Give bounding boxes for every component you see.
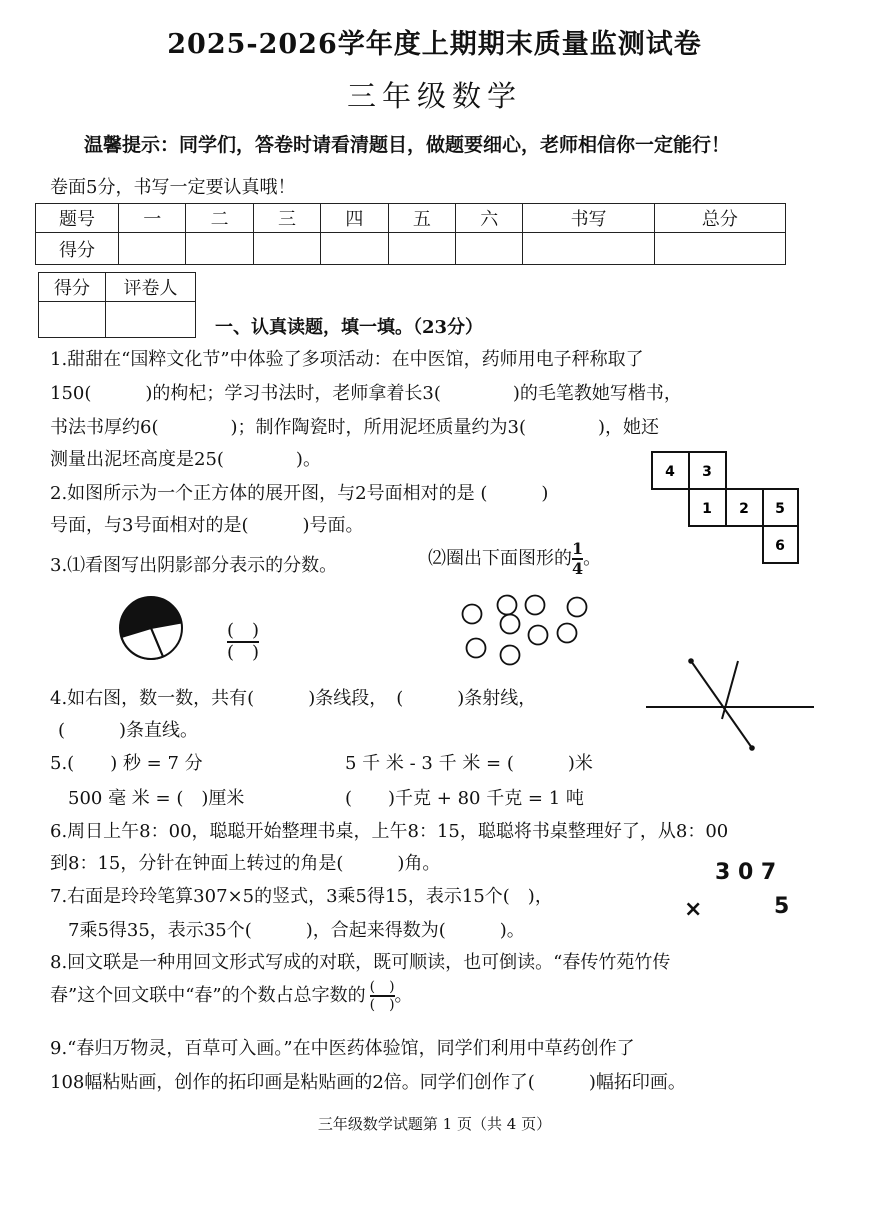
q1-line1: 1.甜甜在“国粹文化节”中体验了多项活动：在中医馆，药师用电子秤称取了 — [50, 349, 644, 370]
score-cell[interactable] — [119, 233, 186, 265]
q3-end: 。 — [583, 548, 602, 569]
row-header-score: 得分 — [36, 233, 119, 265]
score-cell[interactable] — [186, 233, 253, 265]
section1-heading: 一、认真读题，填一填。（23分） — [215, 317, 484, 338]
q8-end: 。 — [394, 985, 413, 1006]
score-cell[interactable] — [456, 233, 523, 265]
frac-denominator-blank: ( ) — [369, 997, 395, 1013]
cube-net-diagram — [650, 448, 800, 566]
col-header: 书写 — [523, 204, 654, 233]
q4-line1: 4.如右图，数一数，共有( )条线段， ( )条射线， — [50, 688, 537, 709]
grader-label: 评卷人 — [106, 273, 196, 302]
score-table — [35, 203, 786, 265]
frac-denominator-blank: ( ) — [227, 642, 260, 663]
shaded-circle-figure — [116, 594, 188, 666]
score-cell[interactable] — [654, 233, 785, 265]
exam-subtitle: 三年级数学 — [346, 79, 522, 113]
exam-title: 2025-2026学年度上期期末质量监测试卷 — [167, 29, 702, 60]
net-face-label: 3 — [702, 464, 712, 480]
frac-numerator-blank: ( ) — [227, 620, 260, 641]
q5-c: 500 毫 米 = ( )厘米 — [68, 788, 245, 809]
q1-line4: 测量出泥坯高度是25( )。 — [50, 449, 321, 470]
lines-figure — [642, 655, 818, 755]
tip-text: 温馨提示：同学们，答卷时请看清题目，做题要细心，老师相信你一定能行！ — [84, 134, 731, 156]
net-face-label: 5 — [775, 501, 785, 517]
q8-line2 — [50, 980, 413, 1012]
frac-numerator-blank: ( ) — [369, 979, 395, 995]
col-header: 六 — [456, 204, 523, 233]
frac-numerator: 1 — [572, 539, 584, 558]
q3-answer-fraction[interactable] — [227, 622, 259, 662]
q5-b: 5 千 米 - 3 千 米 = ( )米 — [345, 753, 593, 774]
q7-line1: 7.右面是玲玲笔算307×5的竖式，3乘5得15，表示15个( )， — [50, 886, 553, 907]
col-header: 三 — [253, 204, 320, 233]
score-cell[interactable] — [523, 233, 654, 265]
vertical-calc-multiplier: 5 — [774, 894, 790, 919]
col-header: 二 — [186, 204, 253, 233]
q2-line1: 2.如图所示为一个正方体的展开图，与2号面相对的是 ( ) — [50, 483, 549, 504]
q8-line2-text: 春”这个回文联中“春”的个数占总字数的 — [50, 985, 366, 1006]
grader-box — [38, 272, 196, 338]
col-header: 总分 — [654, 204, 785, 233]
q5-a: 5.( ) 秒 = 7 分 — [50, 753, 203, 774]
score-cell[interactable] — [388, 233, 455, 265]
q3-part2 — [428, 541, 601, 577]
q9-line1: 9.“春归万物灵，百草可入画。”在中医药体验馆，同学们利用中草药创作了 — [50, 1038, 635, 1059]
q4-line2: ( )条直线。 — [58, 720, 199, 741]
grader-score-label: 得分 — [39, 273, 106, 302]
q1-line2: 150( )的枸杞；学习书法时，老师拿着长3( )的毛笔教她写楷书， — [50, 383, 682, 404]
q6-line2: 到8：15，分针在钟面上转过的角是( )角。 — [50, 853, 441, 874]
row-header-question: 题号 — [36, 204, 119, 233]
page-footer: 三年级数学试题第 1 页（共 4 页） — [317, 1115, 552, 1133]
neatness-note: 卷面5分，书写一定要认真哦！ — [50, 177, 296, 198]
col-header: 四 — [321, 204, 388, 233]
q6-line1: 6.周日上午8：00，聪聪开始整理书桌，上午8：15，聪聪将书桌整理好了，从8：00 — [50, 821, 729, 842]
vertical-calc-top: 3 0 7 — [715, 860, 777, 885]
q2-line2: 号面，与3号面相对的是( )号面。 — [50, 515, 364, 536]
q3-part2-text: ⑵圈出下面图形的 — [428, 548, 572, 569]
col-header: 五 — [388, 204, 455, 233]
one-quarter-fraction — [572, 541, 583, 577]
q5-d: ( )千克 + 80 千克 = 1 吨 — [345, 788, 584, 809]
q1-line3: 书法书厚约6( )；制作陶瓷时，所用泥坯质量约为3( )，她还 — [50, 417, 659, 438]
score-cell[interactable] — [253, 233, 320, 265]
q3-part1: 3.⑴看图写出阴影部分表示的分数。 — [50, 555, 338, 576]
grader-score-cell[interactable] — [39, 302, 106, 338]
q9-line2: 108幅粘贴画，创作的拓印画是粘贴画的2倍。同学们创作了( )幅拓印画。 — [50, 1072, 686, 1093]
q8-line1: 8.回文联是一种用回文形式写成的对联，既可顺读，也可倒读。“春传竹苑竹传 — [50, 952, 671, 973]
net-face-label: 4 — [665, 464, 675, 480]
score-cell[interactable] — [321, 233, 388, 265]
frac-denominator: 4 — [572, 559, 584, 578]
net-face-label: 2 — [739, 501, 749, 517]
net-face-label: 6 — [775, 538, 785, 554]
grader-name-cell[interactable] — [106, 302, 196, 338]
times-sign: × — [684, 897, 703, 922]
q8-answer-fraction[interactable] — [370, 980, 395, 1012]
col-header: 一 — [119, 204, 186, 233]
circles-group — [460, 592, 592, 670]
net-face-label: 1 — [702, 501, 712, 517]
q7-line2: 7乘5得35，表示35个( )，合起来得数为( )。 — [68, 920, 525, 941]
